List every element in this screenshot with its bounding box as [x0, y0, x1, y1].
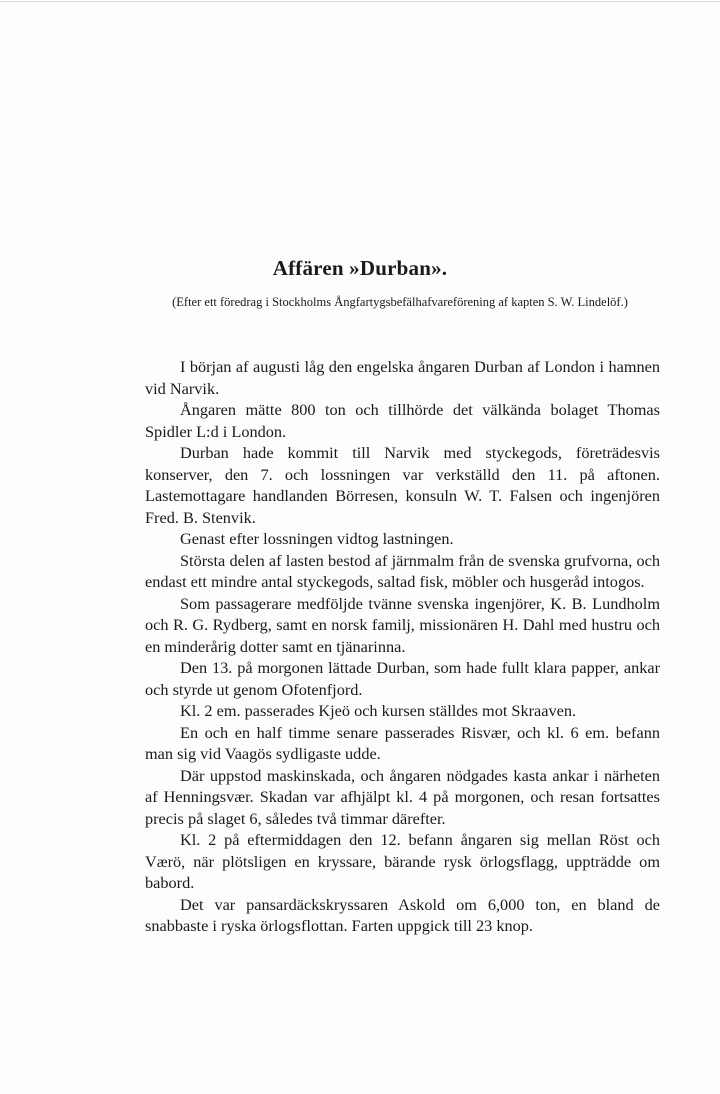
paragraph: Durban hade kommit till Narvik med styckegods, företrädesvis konserver, den 7. och lossningen var verkställd den 11. på aftonen. Lastemottagare handlanden Börresen, konsuln W. T. Falsen och ingenjören Fred. B. Stenvik. — [145, 443, 660, 527]
paragraph: Kl. 2 em. passerades Kjeö och kursen ställdes mot Skraaven. — [180, 701, 577, 720]
paragraph: Den 13. på morgonen lättade Durban, som hade fullt klara papper, ankar och styrde ut genom Ofotenfjord. — [145, 658, 660, 699]
paragraph: Som passagerare medföljde tvänne svenska ingenjörer, K. B. Lundholm och R. G. Rydberg, samt en norsk familj, missionären H. Dahl med hustru och en minderårig dotter samt en tjänarinna. — [145, 593, 660, 656]
paragraph: En och en half timme senare passerades Risvær, och kl. 6 em. befann man sig vid Vaagös sydligaste udde. — [145, 722, 660, 763]
paragraph: Genast efter lossningen vidtog lastningen. — [180, 529, 454, 548]
page-top-edge — [0, 1, 720, 2]
paragraph: Ångaren mätte 800 ton och tillhörde det välkända bolaget Thomas Spidler L:d i London. — [145, 400, 660, 441]
paragraph: Största delen af lasten bestod af järnmalm från de svenska grufvorna, och endast ett mindre antal styckegods, saltad fisk, möbler och husgeråd intogos. — [145, 550, 660, 591]
article-body — [145, 356, 660, 937]
article-title: Affären »Durban». — [272, 256, 448, 280]
paragraph: Där uppstod maskinskada, och ångaren nödgades kasta ankar i närheten af Henningsvær. Skadan var afhjälpt kl. 4 på morgonen, och resan fortsattes precis på slaget 6, således två timmar därefter. — [145, 765, 660, 828]
paragraph: I början af augusti låg den engelska ångaren Durban af London i hamnen vid Narvik. — [145, 357, 660, 398]
article-subtitle: (Efter ett föredrag i Stockholms Ångfartygsbefälhafvareförening af kapten S. W. Lindelöf.) — [172, 295, 628, 309]
paragraph: Kl. 2 på eftermiddagen den 12. befann ångaren sig mellan Röst och Værö, när plötsligen en kryssare, bärande rysk örlogsflagg, uppträdde om babord. — [145, 830, 660, 892]
paragraph: Det var pansardäckskryssaren Askold om 6,000 ton, en bland de snabbaste i ryska örlogsflottan. Farten uppgick till 23 knop. — [145, 894, 660, 935]
